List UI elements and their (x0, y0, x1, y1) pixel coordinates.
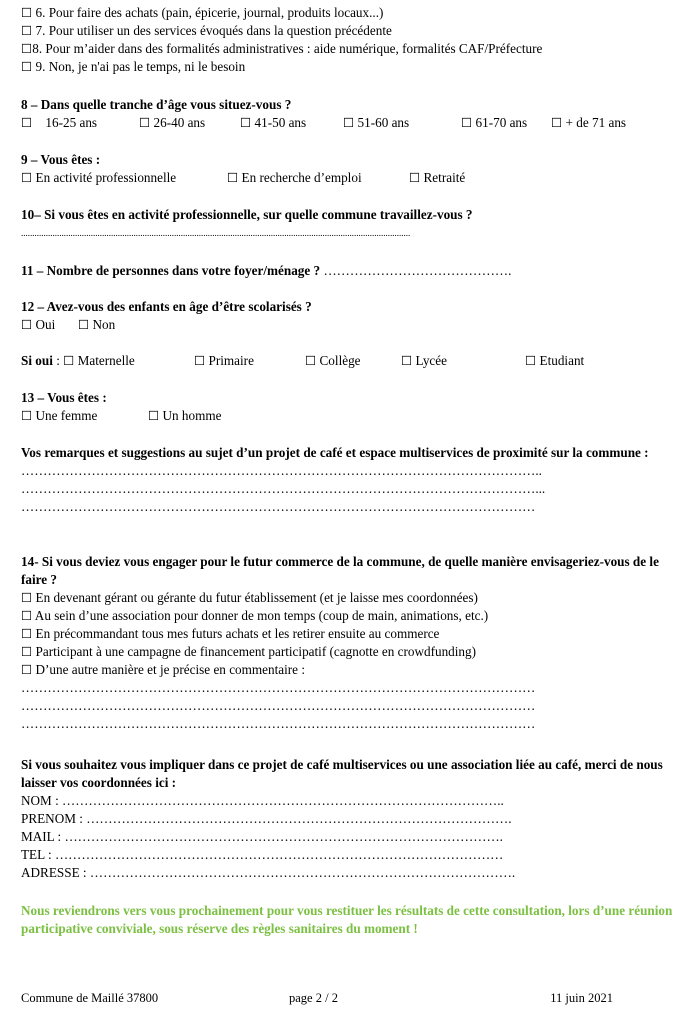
checkbox-icon[interactable]: ☐ (21, 590, 33, 605)
q9-title: 9 – Vous êtes : (21, 152, 101, 167)
checkbox-icon[interactable]: ☐ (461, 115, 473, 130)
contact-field-adresse[interactable] (21, 864, 679, 882)
q13-option-man[interactable]: ☐ Un homme (148, 408, 222, 423)
checkbox-icon[interactable]: ☐ (21, 41, 33, 56)
checkbox-icon[interactable]: ☐ (21, 317, 33, 332)
checkbox-icon[interactable]: ☐ (63, 353, 75, 368)
field-dots[interactable]: ………………………………………………………………………………………. (64, 829, 503, 844)
checkbox-icon[interactable]: ☐ (148, 408, 160, 423)
q11-answer-field[interactable]: ……………………………………. (323, 263, 512, 278)
q12-block (21, 298, 679, 334)
q8-option-16-25[interactable]: ☐ 16-25 ans (21, 115, 98, 130)
checkbox-icon[interactable]: ☐ (21, 5, 33, 20)
checkbox-icon[interactable]: ☐ (139, 115, 151, 130)
q12-option-yes[interactable]: ☐ Oui (21, 317, 56, 332)
contact-title: Si vous souhaitez vous impliquer dans ce projet de café multiservices ou une association liée au café, merci de nous laisser vos coordonnées ici : (21, 757, 663, 790)
footer-date: 11 juin 2021 (550, 991, 613, 1005)
remarks-block (21, 444, 679, 516)
field-label: MAIL : (21, 829, 65, 844)
q12-school-options (21, 352, 679, 370)
q9-option-employed[interactable]: ☐ En activité professionnelle (21, 170, 177, 185)
q7-options (21, 4, 679, 76)
q14-title: 14- Si vous deviez vous engager pour le futur commerce de la commune, de quelle manière envisageriez-vous de le faire ? (21, 554, 659, 587)
checkbox-icon[interactable]: ☐ (21, 115, 33, 130)
q8-option-71-plus[interactable]: ☐ + de 71 ans (551, 115, 627, 130)
q13-option-woman[interactable]: ☐ Une femme (21, 408, 98, 423)
q8-option-41-50[interactable]: ☐ 41-50 ans (240, 115, 307, 130)
school-option-maternelle[interactable]: Si oui : ☐ Maternelle (21, 353, 135, 368)
remarks-title: Vos remarques et suggestions au sujet d’un projet de café et espace multiservices de proximité sur la commune : (21, 445, 649, 460)
checkbox-icon[interactable]: ☐ (305, 353, 317, 368)
checkbox-icon[interactable]: ☐ (21, 59, 33, 74)
q14-block (21, 553, 679, 733)
footer-commune: Commune de Maillé 37800 (21, 991, 159, 1005)
q12-option-no[interactable]: ☐ Non (78, 317, 116, 332)
contact-field-tel[interactable] (21, 846, 679, 864)
q9-option-job-seeking[interactable]: ☐ En recherche d’emploi (227, 170, 362, 185)
checkbox-icon[interactable]: ☐ (409, 170, 421, 185)
q12-options (21, 316, 679, 334)
q11-block (21, 262, 679, 280)
q8-block (21, 96, 679, 132)
checkbox-icon[interactable]: ☐ (21, 408, 33, 423)
q8-options (21, 114, 679, 132)
checkbox-icon[interactable]: ☐ (227, 170, 239, 185)
q14-comment-line-2[interactable]: ……………………………………………………………………………………………………… (21, 698, 536, 713)
checkbox-icon[interactable]: ☐ (21, 608, 33, 623)
q7-option-8[interactable]: ☐8. Pour m’aider dans des formalités administratives : aide numérique, formalités CAF/Préfecture (21, 41, 543, 56)
school-option-college[interactable]: ☐ Collège (305, 353, 361, 368)
checkbox-icon[interactable]: ☐ (343, 115, 355, 130)
q8-option-51-60[interactable]: ☐ 51-60 ans (343, 115, 410, 130)
field-label: NOM : (21, 793, 63, 808)
checkbox-icon[interactable]: ☐ (240, 115, 252, 130)
contact-field-nom[interactable] (21, 792, 679, 810)
field-label: ADRESSE : (21, 865, 90, 880)
checkbox-icon[interactable]: ☐ (78, 317, 90, 332)
q14-comment-line-1[interactable]: ……………………………………………………………………………………………………… (21, 680, 536, 695)
q7-option-7[interactable]: ☐ 7. Pour utiliser un des services évoqués dans la question précédente (21, 23, 392, 38)
school-option-lycee[interactable]: ☐ Lycée (401, 353, 447, 368)
remarks-line-3[interactable]: ……………………………………………………………………………………………………… (21, 499, 536, 514)
remarks-line-1[interactable]: ……………………………………………………………………………………………………….. (21, 463, 542, 478)
field-dots[interactable]: ………………………………………………………………………………………… (54, 847, 504, 862)
q14-option-association[interactable]: ☐ Au sein d’une association pour donner de mon temps (coup de main, animations, etc.) (21, 608, 489, 623)
q14-option-manager[interactable]: ☐ En devenant gérant ou gérante du futur établissement (et je laisse mes coordonnées) (21, 590, 478, 605)
q10-title: 10– Si vous êtes en activité professionnelle, sur quelle commune travaillez-vous ? (21, 207, 473, 222)
q13-block (21, 389, 679, 425)
contact-block (21, 756, 679, 882)
q8-option-61-70[interactable]: ☐ 61-70 ans (461, 115, 528, 130)
checkbox-icon[interactable]: ☐ (21, 170, 33, 185)
field-label: PRENOM : (21, 811, 87, 826)
q8-title: 8 – Dans quelle tranche d’âge vous situez-vous ? (21, 97, 292, 112)
closing-block (21, 902, 679, 938)
checkbox-icon[interactable]: ☐ (525, 353, 537, 368)
q13-options (21, 407, 679, 425)
q7-option-6[interactable]: ☐ 6. Pour faire des achats (pain, épicerie, journal, produits locaux...) (21, 5, 384, 20)
q13-title: 13 – Vous êtes : (21, 390, 107, 405)
q11-title: 11 – Nombre de personnes dans votre foyer/ménage ? (21, 263, 321, 278)
contact-field-prenom[interactable] (21, 810, 679, 828)
remarks-line-2[interactable]: ………………………………………………………………………………………………………... (21, 481, 546, 496)
school-option-etudiant[interactable]: ☐ Etudiant (525, 353, 585, 368)
q7-option-9[interactable]: ☐ 9. Non, je n'ai pas le temps, ni le besoin (21, 59, 246, 74)
field-dots[interactable]: ……………………………………………………………………………………….. (62, 793, 504, 808)
if-yes-label: Si oui (21, 353, 53, 368)
checkbox-icon[interactable]: ☐ (21, 644, 33, 659)
q9-option-retired[interactable]: ☐ Retraité (409, 170, 466, 185)
checkbox-icon[interactable]: ☐ (401, 353, 413, 368)
q8-option-26-40[interactable]: ☐ 26-40 ans (139, 115, 206, 130)
page-footer (21, 989, 679, 1007)
q9-options (21, 169, 679, 187)
field-dots[interactable]: ……………………………………………………………………………………. (86, 811, 512, 826)
q11-line (21, 262, 679, 280)
field-dots[interactable]: ……………………………………………………………………………………. (89, 865, 516, 880)
q14-comment-line-3[interactable]: ……………………………………………………………………………………………………… (21, 716, 536, 731)
checkbox-icon[interactable]: ☐ (551, 115, 563, 130)
q12-if-yes (21, 352, 679, 370)
checkbox-icon[interactable]: ☐ (21, 626, 33, 641)
q12-title: 12 – Avez-vous des enfants en âge d’être scolarisés ? (21, 299, 312, 314)
closing-message: Nous reviendrons vers vous prochainement pour vous restituer les résultats de cette consultation, lors d’une réunion participative conviviale, sous réserve des règles sanitaires du moment ! (21, 903, 673, 936)
q14-option-crowdfunding[interactable]: ☐ Participant à une campagne de financement participatif (cagnotte en crowdfunding) (21, 644, 477, 659)
q10-block (21, 206, 679, 242)
q14-option-other[interactable]: ☐ D’une autre manière et je précise en commentaire : (21, 662, 305, 677)
q14-option-preorder[interactable]: ☐ En précommandant tous mes futurs achats et les retirer ensuite au commerce (21, 626, 440, 641)
q10-answer-field[interactable]: ............................................................................................................................................................................. (21, 228, 411, 238)
field-label: TEL : (21, 847, 55, 862)
footer-page-number: page 2 / 2 (289, 991, 338, 1005)
checkbox-icon[interactable]: ☐ (194, 353, 206, 368)
contact-field-mail[interactable] (21, 828, 679, 846)
checkbox-icon[interactable]: ☐ (21, 23, 33, 38)
q9-block (21, 151, 679, 187)
school-option-primaire[interactable]: ☐ Primaire (194, 353, 254, 368)
checkbox-icon[interactable]: ☐ (21, 662, 33, 677)
